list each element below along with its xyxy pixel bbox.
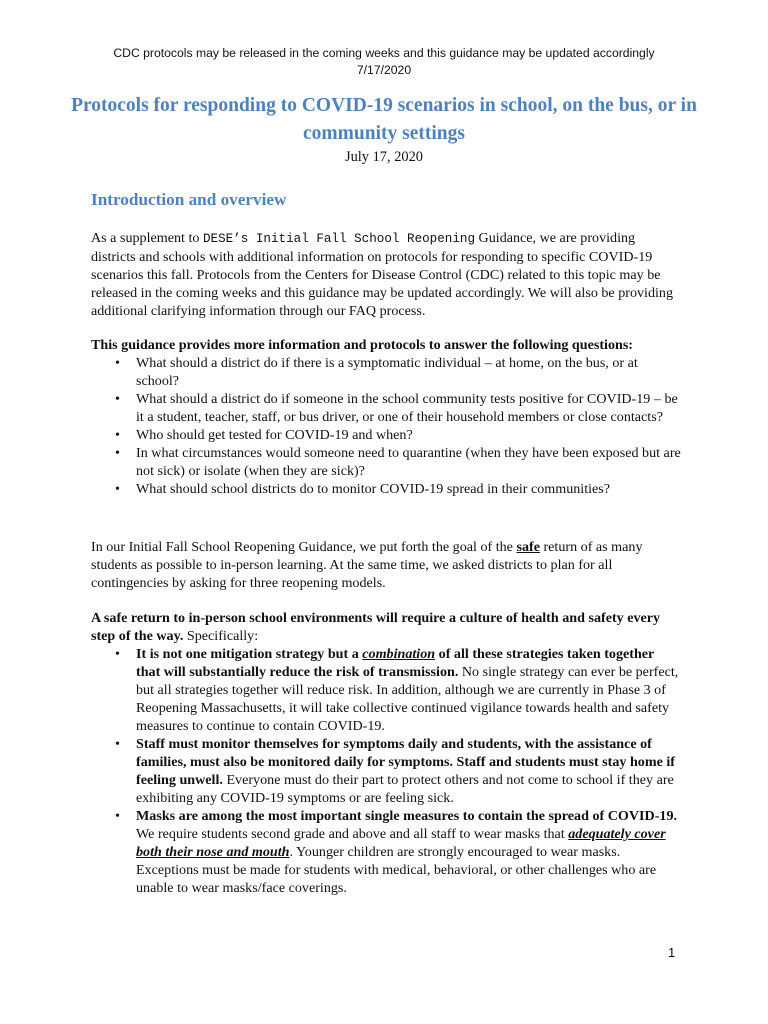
section-heading-introduction: Introduction and overview	[91, 190, 287, 209]
intro-text: As a supplement to	[91, 230, 203, 246]
list-item: • Who should get tested for COVID-19 and when?	[115, 427, 413, 443]
questions-block	[91, 336, 681, 498]
list-item: • What should school districts do to monitor COVID-19 spread in their communities?	[115, 481, 611, 497]
list-item: • What should a district do if there is a symptomatic individual – at home, on the bus, or at school?	[115, 355, 638, 389]
intro-paragraph	[91, 229, 681, 320]
strategies-list	[91, 645, 681, 897]
questions-heading: This guidance provides more information and protocols to answer the following questions:	[91, 337, 634, 353]
list-item: • It is not one mitigation strategy but a combination of all these strategies taken together that will substantially reduce the risk of transmission. No single strategy can ever be perfect, but all strategies together will reduce risk. In addition, although we are currently in Phase 3 of Reopening Massachusetts, it will take collective continued vigilance towards health and safety measures to continue to contain COVID-19.	[115, 646, 679, 734]
page-number: 1	[668, 945, 676, 960]
safe-emphasis: safe	[516, 539, 540, 555]
goal-paragraph: In our Initial Fall School Reopening Guidance, we put forth the goal of the safe return of as many students as possible to in-person learning. At the same time, we asked districts to plan for all contingencies by asking for three reopening models.	[91, 539, 643, 591]
list-item: • What should a district do if someone in the school community tests positive for COVID-19 – be it a student, teacher, staff, or bus driver, or one of their household members or close contacts?	[115, 391, 678, 425]
document-title: Protocols for responding to COVID-19 scenarios in school, on the bus, or in community settings	[71, 95, 697, 144]
safe-return-block: A safe return to in-person school environments will require a culture of health and safety every step of the way. Specifically: • It is not one mitigation strategy but a combination of all these strategies taken together that will substantially reduce the risk of transmission. No single strategy can ever be perfect, but all strategies together will reduce risk. In addition, although we are currently in Phase 3 of Reopening Massachusetts, it will take collective continued vigilance towards health and safety measures to continue to contain COVID-19. • Staff must monitor themselves for symptoms daily and students, with the assistance of families, must also be monitored daily for symptoms. Staff and students must stay home if feeling unwell. Everyone must do their part to protect others and not come to school if they are exhibiting any COVID-19 symptoms or are feeling sick. • Masks are among the most important single measures to contain the spread of COVID-19. We require students second grade and above and all staff to wear masks that adequately cover both their nose and mouth. Younger children are strongly encouraged to wear masks. Exceptions must be made for students with medical, behavioral, or other challenges who are unable to wear masks/face coverings.	[91, 609, 681, 897]
questions-list	[91, 354, 681, 498]
running-header-note: CDC protocols may be released in the coming weeks and this guidance may be updated accordingly	[113, 46, 655, 60]
list-item: • In what circumstances would someone need to quarantine (when they have been exposed but are not sick) or isolate (when they are sick)?	[115, 445, 681, 479]
intro-text-cont: Guidance, we are providing districts and schools with additional information on protocols for responding to specific COVID-19 scenarios this fall. Protocols from the Centers for Disease Control (CDC) related to this topic may be released in the coming weeks and this guidance may be updated accordingly. We will also be providing additional clarifying information through our FAQ process.	[91, 230, 674, 319]
list-item: • Staff must monitor themselves for symptoms daily and students, with the assistance of families, must also be monitored daily for symptoms. Staff and students must stay home if feeling unwell. Everyone must do their part to protect others and not come to school if they are exhibiting any COVID-19 symptoms or are feeling sick.	[115, 736, 675, 806]
document-date: July 17, 2020	[345, 149, 423, 165]
list-item: • Masks are among the most important single measures to contain the spread of COVID-19. We require students second grade and above and all staff to wear masks that adequately cover both their nose and mouth. Younger children are strongly encouraged to wear masks. Exceptions must be made for students with medical, behavioral, or other challenges who are unable to wear masks/face coverings.	[115, 808, 678, 896]
guidance-reference: DESE’s Initial Fall School Reopening	[202, 232, 476, 246]
running-header-date: 7/17/2020	[356, 63, 412, 77]
